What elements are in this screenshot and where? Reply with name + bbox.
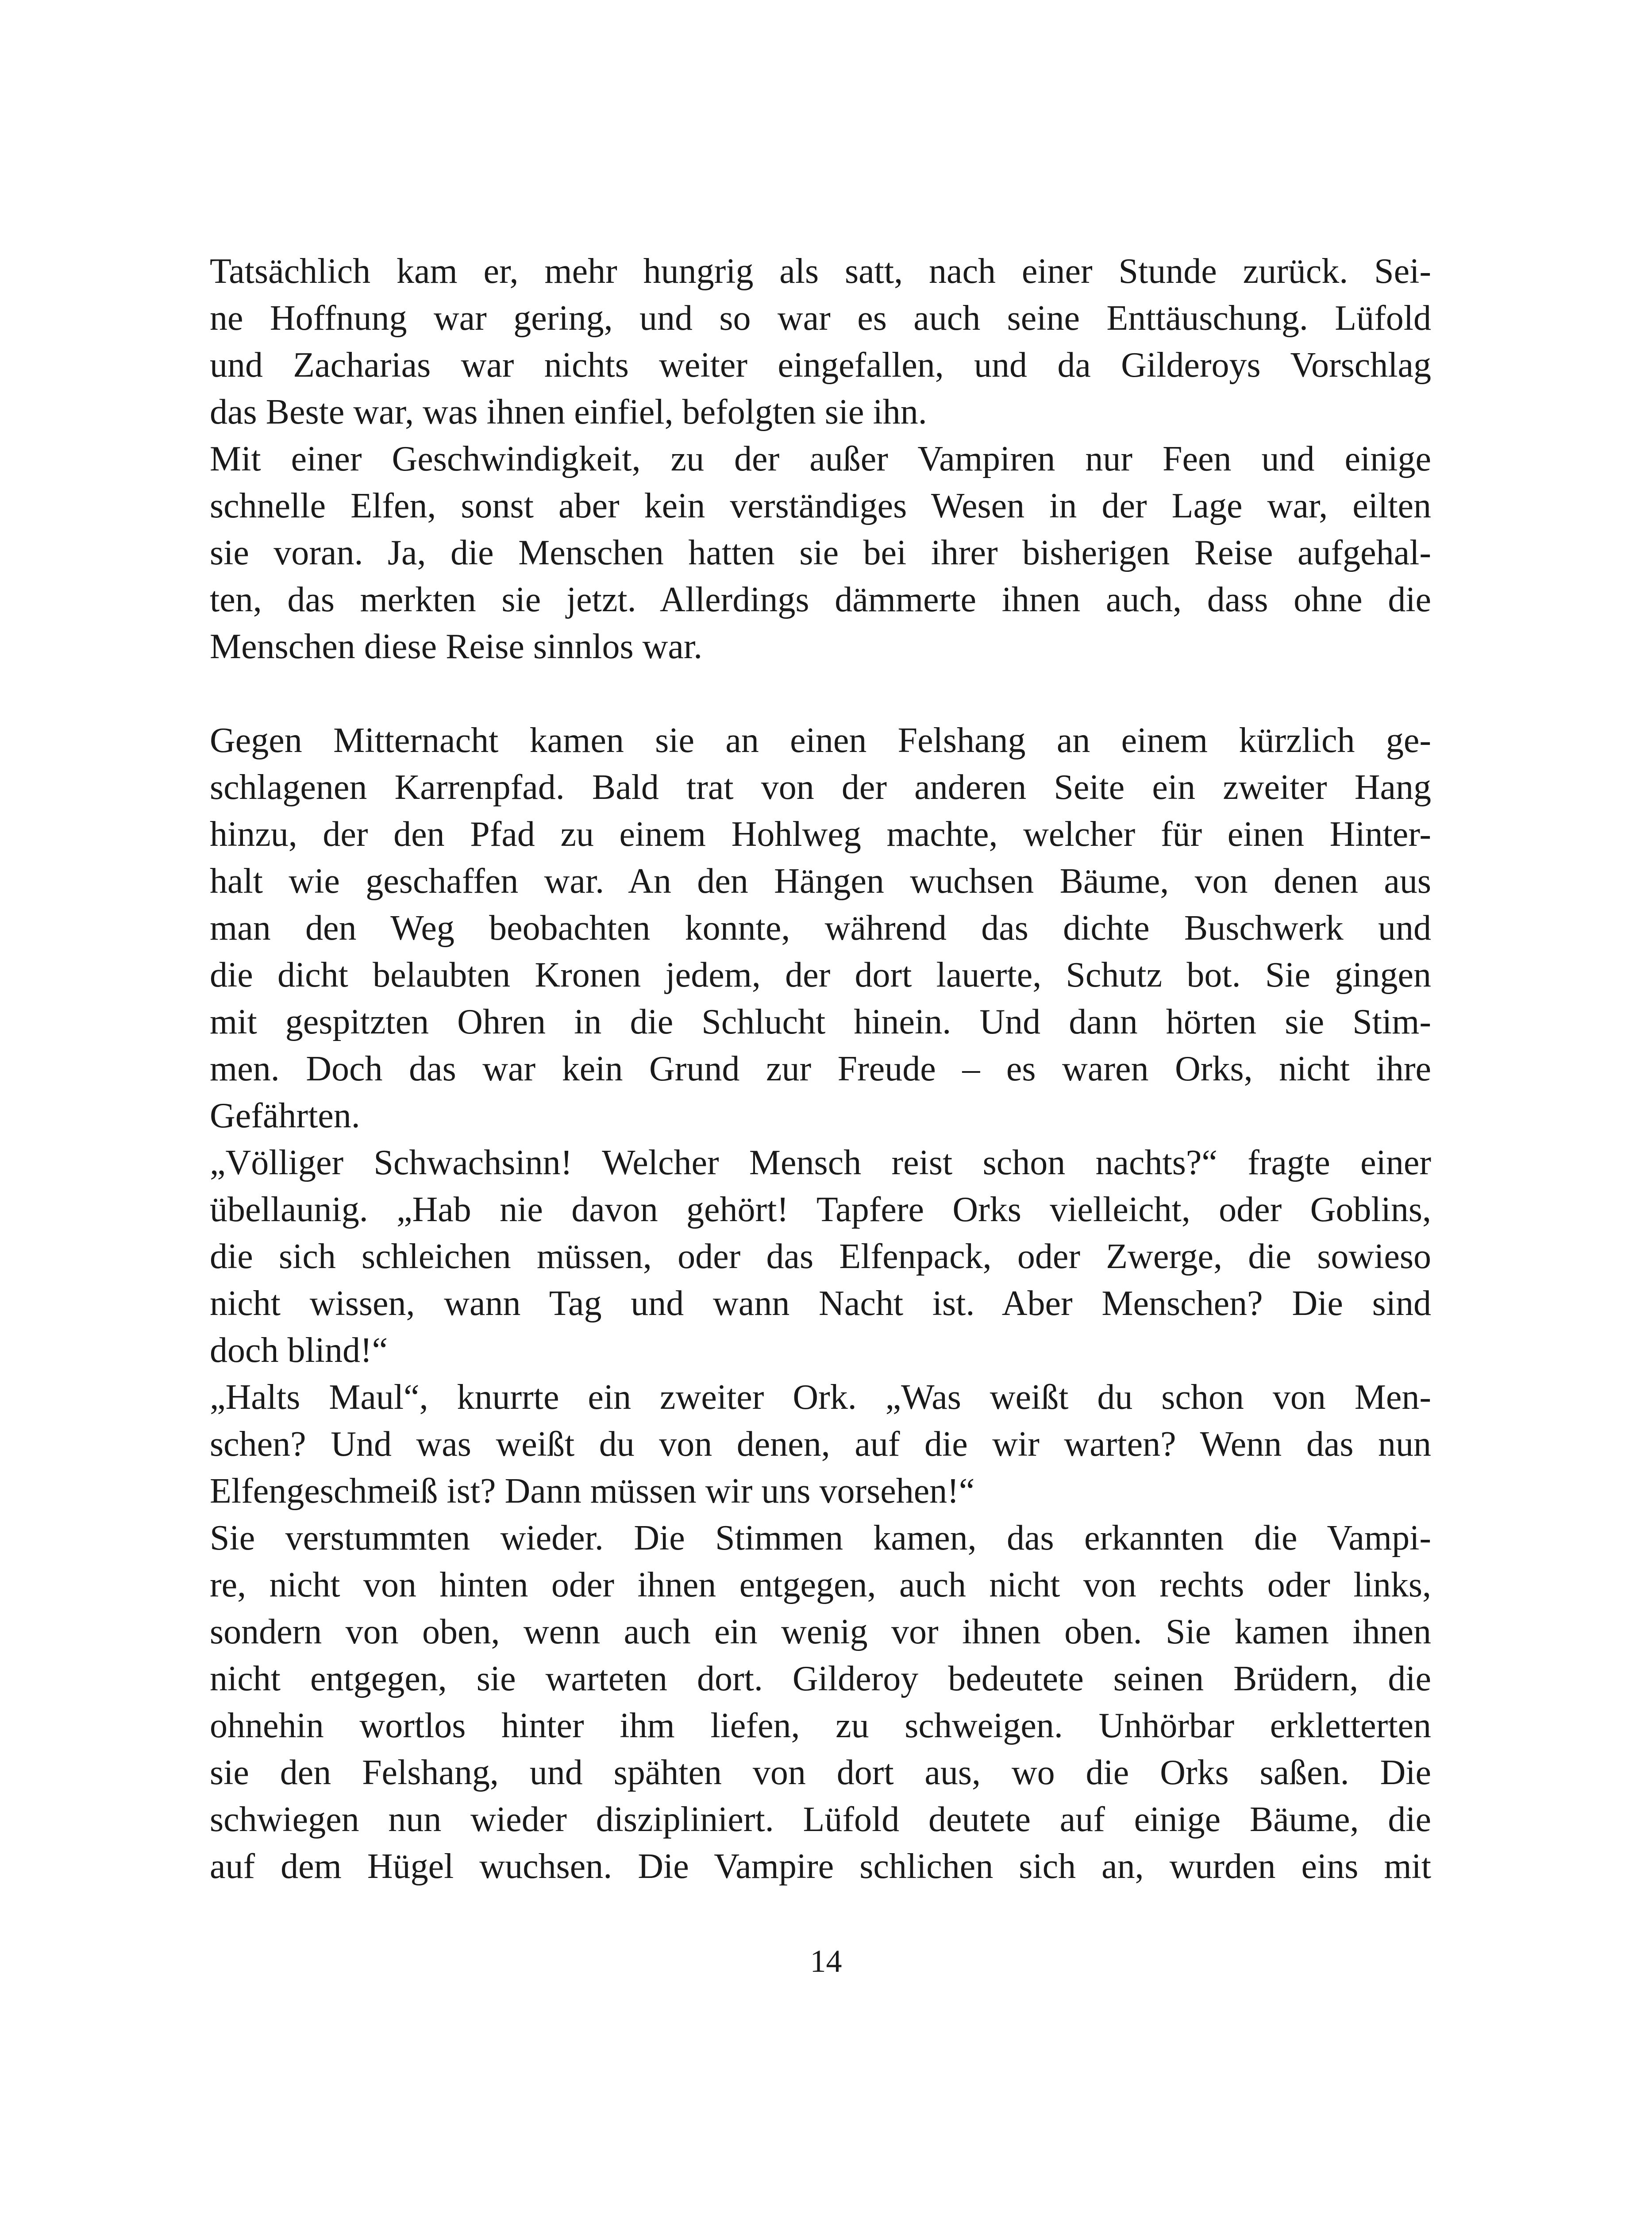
text-line: das Beste war, was ihnen einfiel, befolgten sie ihn.	[210, 393, 927, 432]
text-line: halt wie geschaffen war. An den Hängen wuchsen Bäume, von denen aus	[210, 862, 1431, 901]
text-line: sie voran. Ja, die Menschen hatten sie bei ihrer bisherigen Reise aufgehal-	[210, 533, 1431, 572]
paragraph-5	[210, 1374, 1431, 1515]
text-line: sie den Felshang, und spähten von dort aus, wo die Orks saßen. Die	[210, 1753, 1431, 1792]
text-line: Mit einer Geschwindigkeit, zu der außer Vampiren nur Feen und einige	[210, 440, 1431, 478]
text-line: „Halts Maul“, knurrte ein zweiter Ork. „Was weißt du schon von Men-	[210, 1378, 1431, 1417]
text-line: Gefährten.	[210, 1096, 360, 1135]
paragraph-3	[210, 717, 1431, 1139]
text-line: schnelle Elfen, sonst aber kein verständiges Wesen in der Lage war, eilten	[210, 486, 1431, 525]
text-line: die sich schleichen müssen, oder das Elfenpack, oder Zwerge, die sowieso	[210, 1237, 1431, 1276]
text-line: und Zacharias war nichts weiter eingefallen, und da Gilderoys Vorschlag	[210, 346, 1431, 385]
text-line: men. Doch das war kein Grund zur Freude – es waren Orks, nicht ihre	[210, 1049, 1431, 1088]
paragraph-1	[210, 248, 1431, 436]
page-number: 14	[810, 1943, 842, 1979]
text-line: auf dem Hügel wuchsen. Die Vampire schlichen sich an, wurden eins mit	[210, 1847, 1431, 1886]
text-line: schen? Und was weißt du von denen, auf die wir warten? Wenn das nun	[210, 1425, 1431, 1464]
text-line: schwiegen nun wieder diszipliniert. Lüfold deutete auf einige Bäume, die	[210, 1800, 1431, 1839]
text-line: Tatsächlich kam er, mehr hungrig als satt, nach einer Stunde zurück. Sei-	[210, 252, 1431, 291]
paragraph-6	[210, 1515, 1431, 1890]
text-line: re, nicht von hinten oder ihnen entgegen, auch nicht von rechts oder links,	[210, 1565, 1431, 1604]
text-line: nicht wissen, wann Tag und wann Nacht ist. Aber Menschen? Die sind	[210, 1284, 1431, 1323]
text-line: ohnehin wortlos hinter ihm liefen, zu schweigen. Unhörbar erkletterten	[210, 1706, 1431, 1745]
text-line: übellaunig. „Hab nie davon gehört! Tapfere Orks vielleicht, oder Goblins,	[210, 1190, 1431, 1229]
text-line: Sie verstummten wieder. Die Stimmen kamen, das erkannten die Vampi-	[210, 1519, 1431, 1558]
body-text	[210, 248, 1431, 1890]
text-line: „Völliger Schwachsinn! Welcher Mensch reist schon nachts?“ fragte einer	[210, 1143, 1431, 1182]
text-line: ne Hoffnung war gering, und so war es auch seine Enttäuschung. Lüfold	[210, 299, 1431, 338]
text-line: schlagenen Karrenpfad. Bald trat von der anderen Seite ein zweiter Hang	[210, 768, 1431, 807]
text-line: nicht entgegen, sie warteten dort. Gilderoy bedeutete seinen Brüdern, die	[210, 1659, 1431, 1698]
text-line: die dicht belaubten Kronen jedem, der dort lauerte, Schutz bot. Sie gingen	[210, 956, 1431, 995]
text-line: ten, das merkten sie jetzt. Allerdings dämmerte ihnen auch, dass ohne die	[210, 580, 1431, 619]
text-line: Elfengeschmeiß ist? Dann müssen wir uns vorsehen!“	[210, 1472, 975, 1511]
text-line: Menschen diese Reise sinnlos war.	[210, 627, 703, 666]
text-line: man den Weg beobachten konnte, während das dichte Buschwerk und	[210, 909, 1431, 948]
paragraph-spacer	[210, 670, 1431, 717]
text-line: Gegen Mitternacht kamen sie an einen Felshang an einem kürzlich ge-	[210, 721, 1431, 760]
text-line: doch blind!“	[210, 1331, 388, 1370]
text-line: sondern von oben, wenn auch ein wenig vor ihnen oben. Sie kamen ihnen	[210, 1612, 1431, 1651]
paragraph-4	[210, 1139, 1431, 1374]
text-line: mit gespitzten Ohren in die Schlucht hinein. Und dann hörten sie Stim-	[210, 1002, 1431, 1041]
paragraph-2	[210, 436, 1431, 670]
text-line: hinzu, der den Pfad zu einem Hohlweg machte, welcher für einen Hinter-	[210, 815, 1431, 854]
